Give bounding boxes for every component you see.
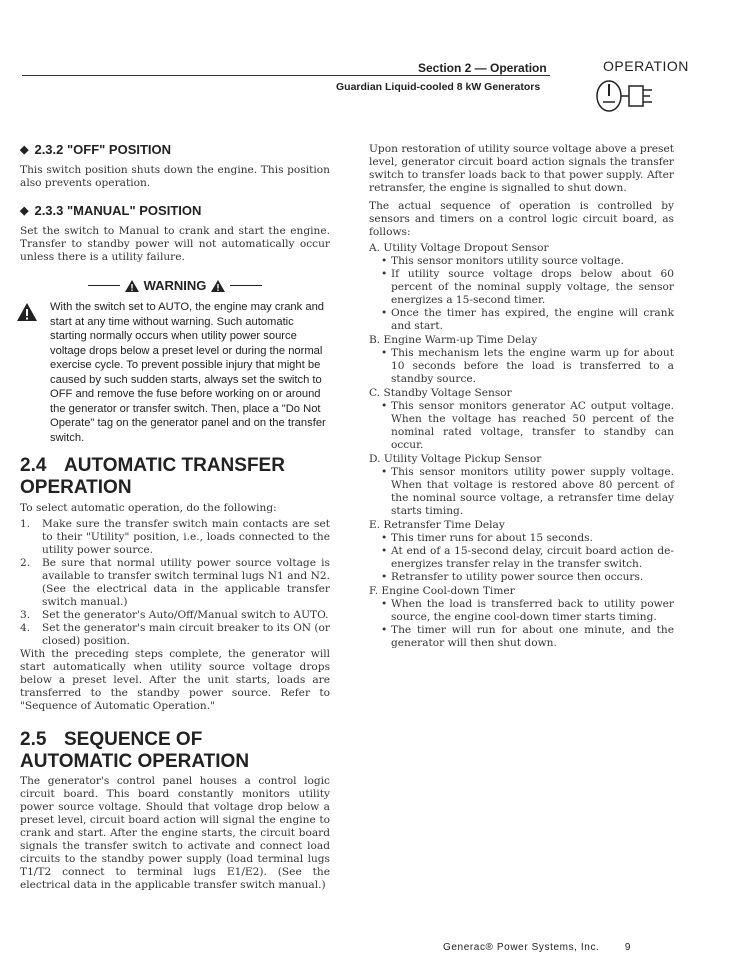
- warning-triangle-icon: [124, 279, 140, 293]
- section-header: Section 2 — Operation: [418, 61, 547, 75]
- sensor-group-list: [369, 466, 674, 518]
- sensor-groups: [369, 242, 674, 650]
- auto-steps-list: [20, 518, 330, 648]
- page-number: 9: [624, 942, 632, 953]
- sensor-group-list: [369, 598, 674, 650]
- diamond-bullet-icon: ◆: [20, 144, 29, 156]
- restoration-paragraph: Upon restoration of utility source voltage above a preset level, generator circuit board action signals the transfer switch to transfer loads back to that power supply. After retransfer, the engine is signalled to shut down.: [369, 143, 674, 194]
- footer-company: Generac® Power Systems, Inc.: [443, 942, 600, 953]
- diamond-bullet-icon: ◆: [20, 205, 29, 217]
- heading-automatic-transfer-line2: OPERATION: [20, 477, 132, 498]
- engine-operation-icon: [596, 78, 674, 119]
- auto-intro: To select automatic operation, do the following:: [20, 502, 277, 514]
- heading-sequence-line2: AUTOMATIC OPERATION: [20, 751, 250, 772]
- sensor-group-heading: A. Utility Voltage Dropout Sensor: [369, 242, 549, 254]
- sensor-group-list: [369, 255, 674, 333]
- heading-off-position: ◆ 2.3.2 "OFF" POSITION: [20, 142, 172, 157]
- off-position-text: This switch position shuts down the engine. This position also prevents operation.: [20, 164, 330, 189]
- warning-triangle-icon: [210, 279, 226, 293]
- list-item: • This sensor monitors generator AC output voltage. When the voltage has reached 50 percent of the nominal rated voltage, transfer to standby can occur.: [381, 400, 674, 452]
- list-item: • Once the timer has expired, the engine will crank and start.: [381, 307, 674, 333]
- list-item: • At end of a 15-second delay, circuit board action de-energizes transfer relay in the transfer switch.: [381, 545, 674, 571]
- header-rule: [22, 75, 550, 76]
- list-item: • This timer runs for about 15 seconds.: [381, 532, 674, 545]
- list-item: 1. Make sure the transfer switch main contacts are set to their "Utility" position, i.e., loads connected to the utility power source.: [20, 518, 330, 556]
- list-item: • This sensor monitors utility power supply voltage. When that voltage is restored above 80 percent of the nominal source voltage, a retransfer time delay starts timing.: [381, 466, 674, 518]
- list-item: • This sensor monitors utility source voltage.: [381, 255, 674, 268]
- manual-subtitle: Guardian Liquid-cooled 8 kW Generators: [336, 81, 541, 93]
- sensor-group-heading: E. Retransfer Time Delay: [369, 519, 505, 531]
- list-item: • This mechanism lets the engine warm up for about 10 seconds before the load is transferred to a standby source.: [381, 347, 674, 386]
- list-item: 2. Be sure that normal utility power source voltage is available to transfer switch terminal lugs N1 and N2. (See the electrical data in the applicable transfer switch manual.): [20, 557, 330, 608]
- section-2-4: [20, 455, 330, 713]
- manual-position-text: Set the switch to Manual to crank and start the engine. Transfer to standby power will not automatically occur unless there is a utility failure.: [20, 225, 330, 263]
- list-item: • Retransfer to utility power source then occurs.: [381, 571, 674, 584]
- sequence-text: The generator's control panel houses a control logic circuit board. This board constantly monitors utility power source voltage. Should that voltage drop below a preset level, circuit board action will signal the engine to crank and start. After the engine starts, the circuit board signals the transfer switch to activate and connect load circuits to the standby power supply (load terminal lugs T1/T2 connect to terminal lugs E1/E2). (See the electrical data in the applicable transfer switch manual.): [20, 775, 330, 891]
- list-item: 3. Set the generator's Auto/Off/Manual switch to AUTO.: [20, 609, 329, 621]
- warning-title: WARNING: [20, 278, 330, 293]
- warning-triangle-icon: [16, 302, 38, 322]
- warning-box: [20, 278, 330, 445]
- sensor-group-heading: C. Standby Voltage Sensor: [369, 387, 512, 399]
- list-item: • If utility source voltage drops below about 60 percent of the nominal supply voltage, the sensor energizes a 15-second timer.: [381, 268, 674, 307]
- sequence-intro-paragraph: The actual sequence of operation is controlled by sensors and timers on a control logic circuit board, as follows:: [369, 200, 674, 238]
- list-item: • The timer will run for about one minute, and the generator will then shut down.: [381, 624, 674, 650]
- heading-manual-position: ◆ 2.3.3 "MANUAL" POSITION: [20, 203, 202, 218]
- page-footer: [443, 942, 631, 953]
- list-item: • When the load is transferred back to utility power source, the engine cool-down timer starts timing.: [381, 598, 674, 624]
- operation-badge-label: OPERATION: [603, 58, 689, 74]
- right-column: [369, 143, 674, 650]
- sensor-group-heading: D. Utility Voltage Pickup Sensor: [369, 453, 542, 465]
- sensor-group-list: [369, 400, 674, 452]
- heading-automatic-transfer: 2.4 AUTOMATIC TRANSFER: [20, 455, 285, 476]
- sensor-group-list: [369, 532, 674, 584]
- auto-outro: With the preceding steps complete, the generator will start automatically when utility source voltage drops below a preset level. After the unit starts, loads are transferred to the standby power source. Refer to "Sequence of Automatic Operation.": [20, 648, 330, 712]
- warning-text: With the switch set to AUTO, the engine may crank and start at any time without warning. Such automatic starting normally occurs when utility power source voltage drops below a preset level or during the normal exercise cycle. To prevent possible injury that might be caused by such sudden starts, always set the switch to OFF and remove the fuse before working on or around the generator or transfer switch. Then, place a "Do Not Operate" tag on the generator panel and on the transfer switch.: [20, 300, 330, 445]
- left-column: [20, 142, 330, 892]
- list-item: 4. Set the generator's main circuit breaker to its ON (or closed) position.: [20, 622, 330, 647]
- sensor-group-heading: F. Engine Cool-down Timer: [369, 585, 515, 597]
- sensor-group-heading: B. Engine Warm-up Time Delay: [369, 334, 538, 346]
- heading-sequence: 2.5 SEQUENCE OF: [20, 729, 203, 750]
- sensor-group-list: [369, 347, 674, 386]
- section-2-5: [20, 729, 330, 892]
